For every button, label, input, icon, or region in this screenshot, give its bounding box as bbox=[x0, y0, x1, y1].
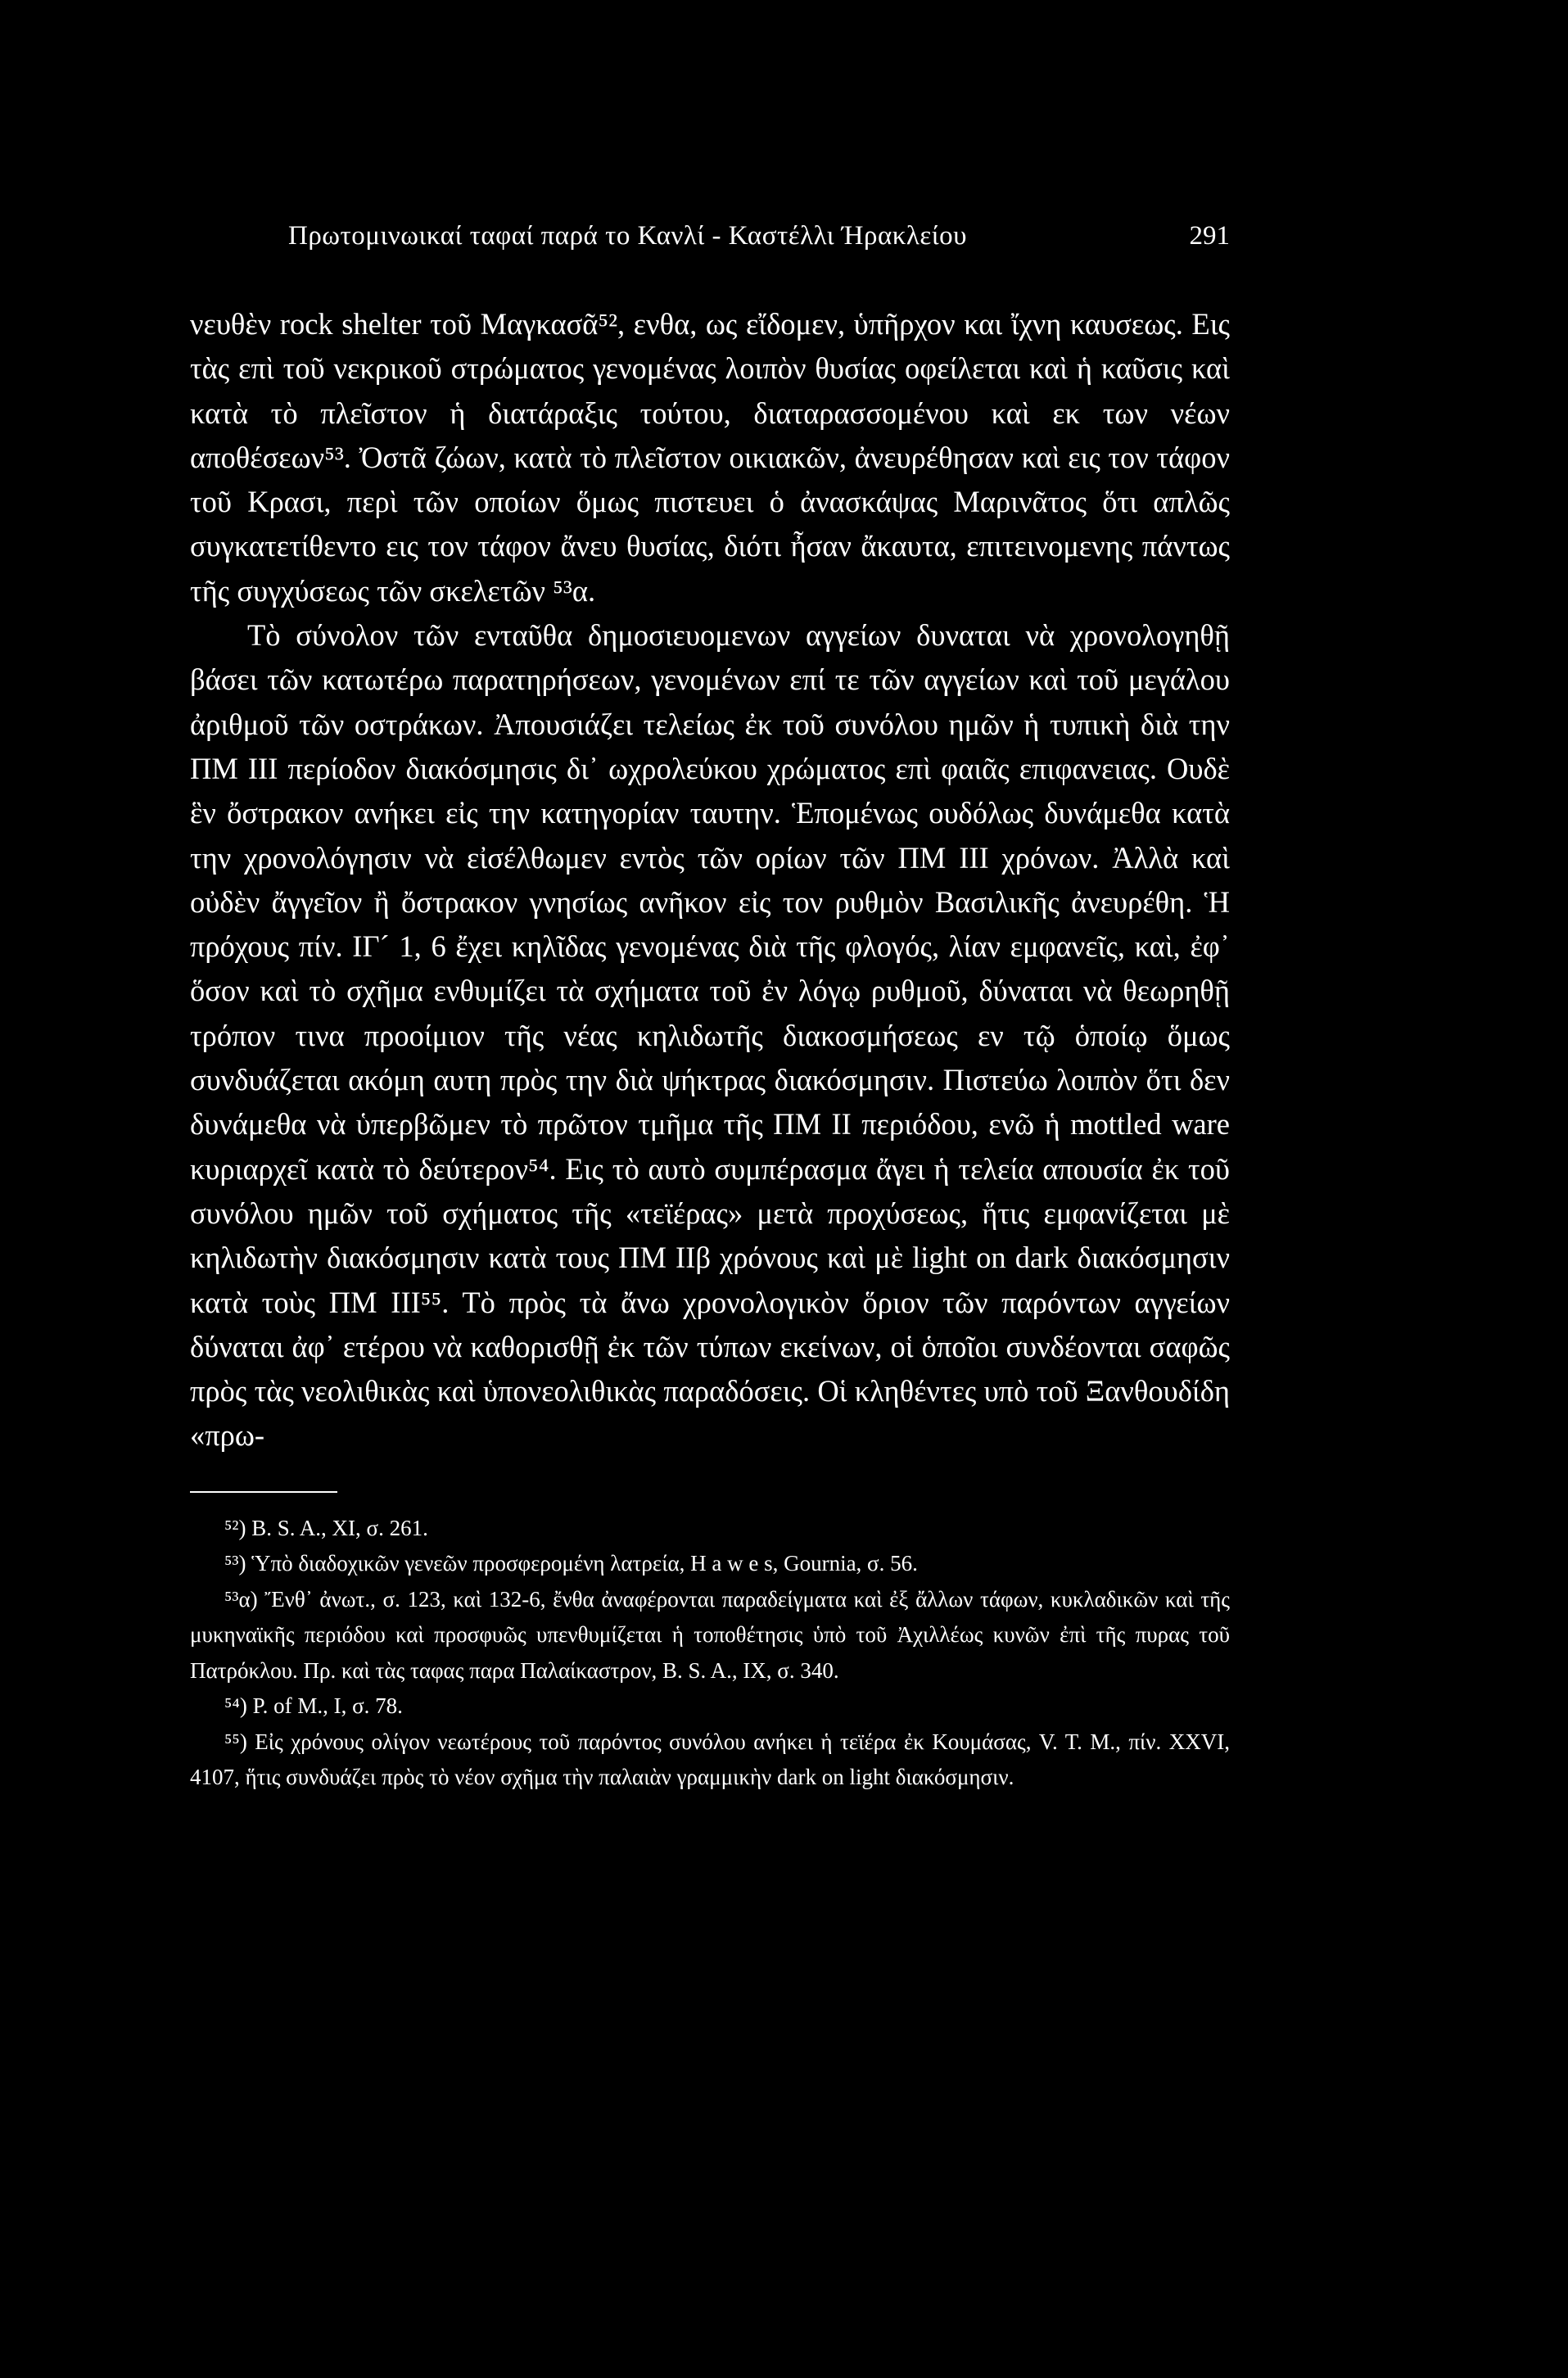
footnote-separator bbox=[190, 1491, 337, 1493]
footnotes bbox=[190, 1511, 1230, 1796]
paragraph-1: νευθὲν rock shelter τοῦ Μαγκασᾶ⁵², ενθα, ως εἴδομεν, ὑπῆρχον και ἴχνη καυσεως. Εις τὰς επὶ τοῦ νεκρικοῦ στρώματος γενομένας λοιπὸν θυσίας οφείλεται καὶ ἡ καῦσις καὶ κατὰ τὸ πλεῖστον ἡ διατάραξις τούτου, διαταρασσομένου καὶ εκ των νέων αποθέσεων⁵³. Ὀστᾶ ζώων, κατὰ τὸ πλεῖστον οικιακῶν, ἀνευρέθησαν καὶ εις τον τάφον τοῦ Κρασι, περὶ τῶν οποίων ὅμως πιστευει ὁ ἀνασκάψας Μαρινᾶτος ὅτι απλῶς συγκατετίθεντο εις τον τάφον ἄνευ θυσίας, διότι ἦσαν ἄκαυτα, επιτεινομενης πάντως τῆς συγχύσεως τῶν σκελετῶν ⁵³α. bbox=[190, 307, 1230, 608]
document-page bbox=[190, 221, 1230, 1796]
footnote-52: ⁵²) B. S. A., XI, σ. 261. bbox=[224, 1515, 428, 1540]
footnote-53: ⁵³) Ὑπὸ διαδοχικῶν γενεῶν προσφερομένη λατρεία, H a w e s, Gournia, σ. 56. bbox=[224, 1551, 918, 1576]
paragraph-2: Τὸ σύνολον τῶν ενταῦθα δημοσιευομενων αγγείων δυναται νὰ χρονολογηθῇ βάσει τῶν κατωτέρω παρατηρήσεων, γενομένων επί τε τῶν αγγείων καὶ τοῦ μεγάλου ἀριθμοῦ τῶν οστράκων. Ἀπουσιάζει τελείως ἐκ τοῦ συνόλου ημῶν ἡ τυπικὴ διὰ την ΠΜ ΙΙΙ περίοδον διακόσμησις δι᾽ ωχρολεύκου χρώματος επὶ φαιᾶς επιφανειας. Ουδὲ ἓν ὄστρακον ανήκει εἰς την κατηγορίαν ταυτην. Ἑπομένως ουδόλως δυνάμεθα κατὰ την χρονολόγησιν νὰ εἰσέλθωμεν εντὸς τῶν ορίων τῶν ΠΜ ΙΙΙ χρόνων. Ἀλλὰ καὶ οὐδὲν ἄγγεῖον ἢ ὄστρακον γνησίως ανῆκον εἰς τον ρυθμὸν Βασιλικῆς ἀνευρέθη. Ἡ πρόχους πίν. ΙΓ´ 1, 6 ἔχει κηλῖδας γενομένας διὰ τῆς φλογός, λίαν εμφανεῖς, καὶ, ἐφ᾽ ὅσον καὶ τὸ σχῆμα ενθυμίζει τὰ σχήματα τοῦ ἐν λόγῳ ρυθμοῦ, δύναται νὰ θεωρηθῇ τρόπον τινα προοίμιον τῆς νέας κηλιδωτῆς διακοσμήσεως εν τῷ ὁποίῳ ὅμως συνδυάζεται ακόμη αυτη πρὸς την διὰ ψήκτρας διακόσμησιν. Πιστεύω λοιπὸν ὅτι δεν δυνάμεθα νὰ ὑπερβῶμεν τὸ πρῶτον τμῆμα τῆς ΠΜ ΙΙ περιόδου, ενῶ ἡ mottled ware κυριαρχεῖ κατὰ τὸ δεύτερον⁵⁴. Εις τὸ αυτὸ συμπέρασμα ἄγει ἡ τελεία απουσία ἐκ τοῦ συνόλου ημῶν τοῦ σχήματος τῆς «τεϊέρας» μετὰ προχύσεως, ἥτις εμφανίζεται μὲ κηλιδωτὴν διακόσμησιν κατὰ τους ΠΜ ΙΙβ χρόνους καὶ μὲ light on dark διακόσμησιν κατὰ τοὺς ΠΜ ΙΙΙ⁵⁵. Τὸ πρὸς τὰ ἄνω χρονολογικὸν ὅριον τῶν παρόντων αγγείων δύναται ἀφ᾽ ετέρου νὰ καθορισθῇ ἐκ τῶν τύπων εκείνων, οἱ ὁποῖοι συνδέονται σαφῶς πρὸς τὰς νεολιθικὰς καὶ ὑπονεολιθικὰς παραδόσεις. Οἱ κληθέντες υπὸ τοῦ Ξανθουδίδη «πρω- bbox=[190, 618, 1230, 1453]
page-number: 291 bbox=[1189, 221, 1230, 251]
running-header bbox=[288, 221, 1230, 251]
footnote-55: ⁵⁵) Εἰς χρόνους ολίγον νεωτέρους τοῦ παρόντος συνόλου ανήκει ἡ τεϊέρα ἐκ Κουμάσας, V. T. M., πίν. XXVI, 4107, ἥτις συνδυάζει πρὸς τὸ νέον σχῆμα τὴν παλαιὰν γραμμικὴν dark on light διακόσμησιν. bbox=[190, 1729, 1230, 1790]
body-text bbox=[190, 302, 1230, 1458]
footnote-54: ⁵⁴) P. of M., I, σ. 78. bbox=[224, 1693, 403, 1719]
running-title: Πρωτομινωικαί ταφαί παρά το Κανλί - Καστέλλι Ήρακλείου bbox=[288, 221, 967, 251]
footnote-53a: ⁵³α) Ἔνθ᾽ ἀνωτ., σ. 123, καὶ 132-6, ἔνθα ἀναφέρονται παραδείγματα καὶ ἐξ ἄλλων τάφων, κυκλαδικῶν καὶ τῆς μυκηναϊκῆς περιόδου καὶ προσφυῶς υπενθυμίζεται ἡ τοποθέτησις ὑπὸ τοῦ Ἀχιλλέως κυνῶν ἐπὶ τῆς πυρας τοῦ Πατρόκλου. Πρ. καὶ τὰς ταφας παρα Παλαίκαστρον, B. S. A., IX, σ. 340. bbox=[190, 1586, 1230, 1683]
